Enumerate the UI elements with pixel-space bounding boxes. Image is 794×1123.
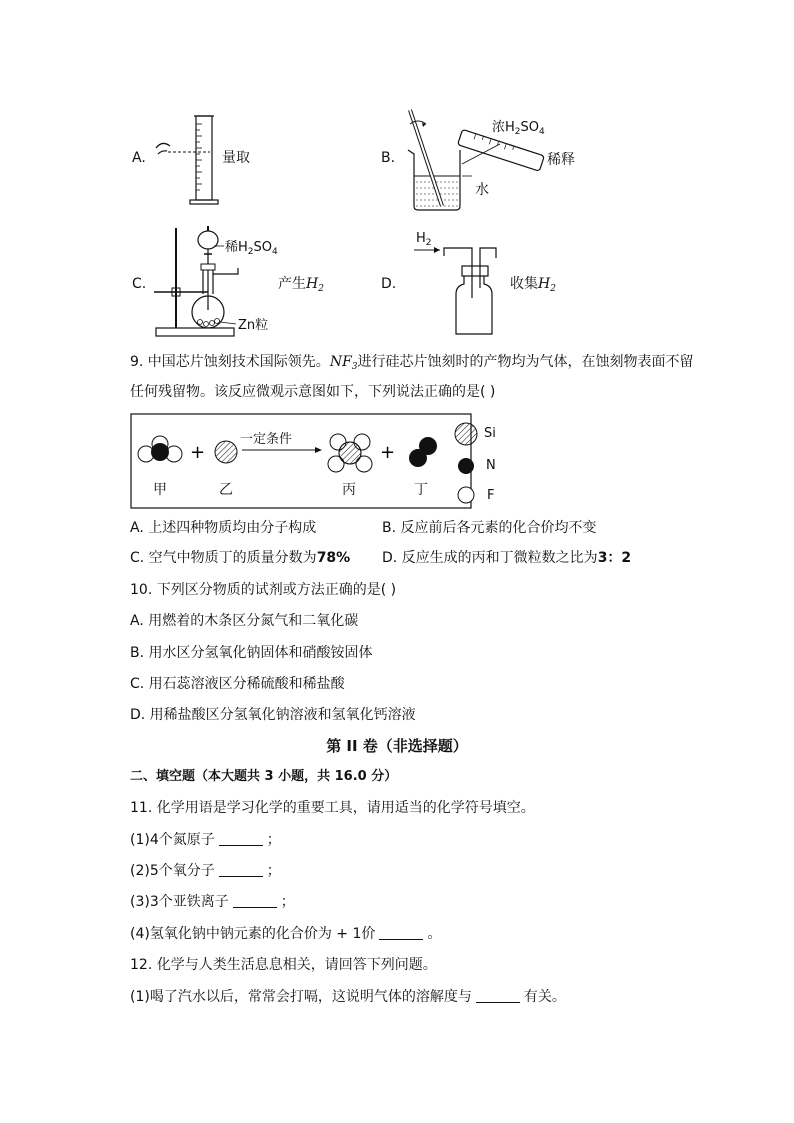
answer-blank[interactable] <box>219 831 263 846</box>
molecule-yi <box>215 441 237 463</box>
option-a-letter: A. <box>132 150 146 166</box>
acid-label-b: 浓$H_2SO_4$ <box>492 120 545 137</box>
gas-label: $H_2$ <box>416 231 432 248</box>
legend-f-swatch <box>458 487 474 503</box>
acid-label-c: 稀$H_2SO_4$ <box>225 240 278 257</box>
option-c-caption: 产生$H_2$ <box>278 276 324 294</box>
answer-blank[interactable] <box>379 925 423 940</box>
legend-si-swatch <box>455 423 477 445</box>
legend-n: N <box>486 458 496 473</box>
q12-stem: 12. 化学与人类生活息息相关，请回答下列问题。 <box>130 957 437 973</box>
legend-n-swatch <box>458 458 474 474</box>
eye-icon <box>156 143 170 148</box>
zn-label: Zn粒 <box>238 318 269 333</box>
reaction-condition: 一定条件 <box>240 432 293 447</box>
answer-blank[interactable] <box>233 893 277 908</box>
q11-item-3: (3)3个亚铁离子 ； <box>130 894 295 910</box>
molecule-ding <box>409 437 437 467</box>
gas-collection-figure <box>410 244 510 340</box>
svg-text:+: + <box>380 442 396 463</box>
q10-stem: 10. 下列区分物质的试剂或方法正确的是( ) <box>130 582 397 598</box>
q10-option-d: D. 用稀盐酸区分氢氧化钠溶液和氢氧化钙溶液 <box>130 707 416 723</box>
option-d-caption: 收集$H_2$ <box>510 276 556 294</box>
water-label: 水 <box>475 182 489 198</box>
q10-option-a: A. 用燃着的木条区分氮气和二氧化碳 <box>130 613 359 629</box>
label-yi: 乙 <box>219 482 233 498</box>
q10-option-b: B. 用水区分氢氧化钠固体和硝酸铵固体 <box>130 645 373 661</box>
q10-option-c: C. 用石蕊溶液区分稀硫酸和稀盐酸 <box>130 676 345 692</box>
legend-si: Si <box>484 426 496 441</box>
graduated-cylinder-figure <box>150 110 230 210</box>
answer-blank[interactable] <box>476 988 520 1003</box>
answer-blank[interactable] <box>219 862 263 877</box>
q11-item-2: (2)5个氧分子 ； <box>130 863 281 879</box>
q11-item-1: (1)4个氮原子 ； <box>130 832 281 848</box>
label-ding: 丁 <box>414 482 428 498</box>
q9-stem-line2: 任何残留物。该反应微观示意图如下，下列说法正确的是( ) <box>130 384 496 400</box>
q9-option-a: A. 上述四种物质均由分子构成 <box>130 520 317 536</box>
q12-item-1: (1)喝了汽水以后，常常会打嗝，这说明气体的溶解度与 有关。 <box>130 989 566 1005</box>
label-jia: 甲 <box>153 482 167 498</box>
molecule-bing <box>328 434 372 472</box>
option-c-letter: C. <box>132 276 147 292</box>
molecule-jia <box>138 436 182 462</box>
part2-title: 第 II 卷（非选择题） <box>326 737 468 755</box>
legend-f: F <box>487 488 495 503</box>
option-b-letter: B. <box>381 150 396 166</box>
section-heading: 二、填空题（本大题共 3 小题，共 16.0 分） <box>130 769 398 784</box>
reaction-diagram <box>130 412 510 510</box>
option-b-caption: 稀释 <box>547 152 575 168</box>
option-d-letter: D. <box>381 276 397 292</box>
q9-option-d: D. 反应生成的丙和丁微粒数之比为3：2 <box>382 550 632 566</box>
q9-option-c: C. 空气中物质丁的质量分数为78% <box>130 550 351 566</box>
q11-item-4: (4)氢氧化钠中钠元素的化合价为 + 1价 。 <box>130 926 442 942</box>
q11-stem: 11. 化学用语是学习化学的重要工具，请用适当的化学符号填空。 <box>130 800 535 816</box>
option-a-caption: 量取 <box>222 150 250 166</box>
label-bing: 丙 <box>342 482 356 498</box>
q9-stem-line1: 9. 中国芯片蚀刻技术国际领先。$NF_3$进行硅芯片蚀刻时的产物均为气体，在蚀刻物表面不留 <box>130 354 694 372</box>
svg-text:+: + <box>190 442 206 463</box>
q9-option-b: B. 反应前后各元素的化合价均不变 <box>382 520 597 536</box>
